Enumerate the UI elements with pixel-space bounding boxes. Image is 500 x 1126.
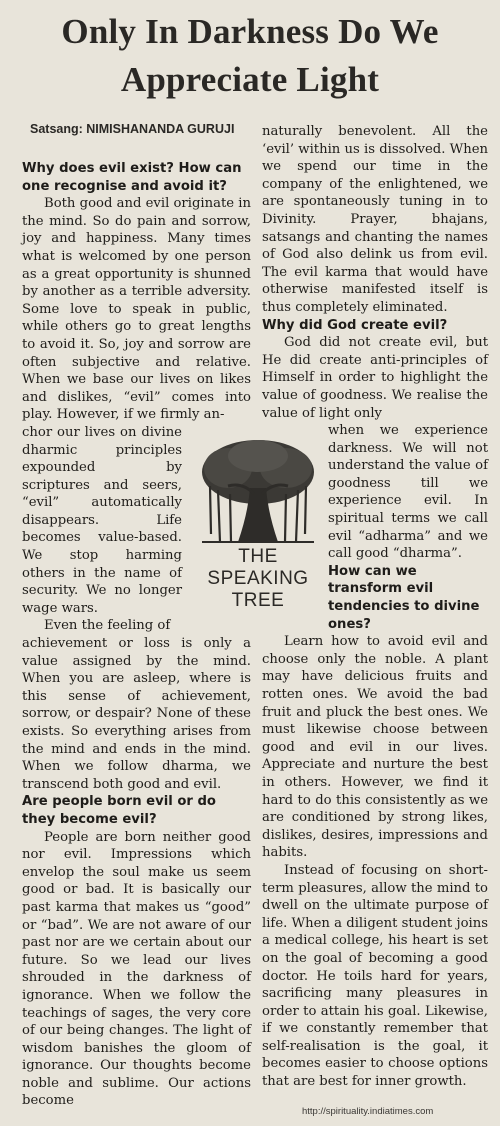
paragraph: Both good and evil originate in the mind. So do pain and sorrow, joy and happiness. Many times what is welcomed by one person as a great opportunity is shunned by another as a terrible adversity. Some love to speak in public, while others go to great lengths to avoid it. So, joy and sorrow are often subjective and relative. When we base our lives on likes and dislikes, “evil” comes into play. However, if we firmly an- [22, 196, 251, 423]
question-heading: Why does evil exist? How can one recognise and avoid it? [22, 161, 242, 194]
paragraph: Instead of focusing on short-term pleasures, allow the mind to dwell on the ultimate purpose of life. When a diligent student joins a medical college, his heart is set on the goal of becoming a good doctor. He toils hard for years, sacrificing many pleasures in order to attain his goal. Likewise, if we constantly remember that self-realisation is the goal, it becomes easier to choose options that are best for inner growth. [262, 862, 488, 1090]
logo-title-the: THE [238, 546, 278, 567]
paragraph: achievement or loss is only a value assigned by the mind. When you are asleep, where is this sense of achievement, sorrow, or despair? None of these exists. So everything arises from the mind and ends in the mind. When we follow dharma, we transcend both good and evil. [22, 636, 251, 792]
logo-title-speaking: SPEAKING [207, 568, 309, 589]
paragraph: God did not create evil, but He did create anti-principles of Himself in order to highlight the value of goodness. We realise the value of light only [262, 335, 488, 421]
byline: Satsang: NIMISHANANDA GURUJI [30, 122, 235, 136]
left-column [22, 140, 251, 1110]
banyan-tree-icon [198, 438, 318, 546]
paragraph-wrapped: chor our lives on divine dharmic principles expounded by scriptures and seers, “evil” automatically disappears. Life becomes value-based. We stop harming others in the name of security. We no longer wage wars. [22, 424, 182, 616]
paragraph: Learn how to avoid evil and choose only the noble. A plant may have delicious fruits and rotten ones. We avoid the bad fruit and pluck the best ones. We must likewise choose between good and evil in our lives. Appreciate and nurture the best in others. However, we find it hard to do this consistently as we are conditioned by strong likes, dislikes, desires, impressions and habits. [262, 634, 488, 861]
question-heading: Why did God create evil? [262, 317, 448, 333]
paragraph: naturally benevolent. All the ‘evil’ within us is dissolved. When we spend our time in the company of the enlightened, we are spontaneously tuning in to Divinity. Prayer, bhajans, satsangs and chanting the names of God also delink us from evil. The evil karma that would have otherwise manifested itself is thus completely eliminated. [262, 124, 488, 315]
source-url: http://spirituality.indiatimes.com [302, 1106, 434, 1117]
headline-line-2: Appreciate Light [120, 60, 380, 99]
question-heading: How can we transform evil tendencies to divine ones? [328, 563, 480, 632]
headline-line-1: Only In Darkness Do We [61, 12, 439, 51]
paragraph: Even the feeling of [44, 618, 171, 634]
speaking-tree-logo [198, 438, 318, 618]
paragraph: People are born neither good nor evil. Impressions which envelop the soul make us seem good or bad. It is basically our past karma that makes us “good” or “bad”. We are not aware of our past nor are we certain about our future. So we lead our lives shrouded in the darkness of ignorance. When we follow the teachings of sages, the very core of our being changes. The light of wisdom banishes the gloom of ignorance. Our thoughts become noble and sublime. Our actions become [22, 829, 251, 1109]
question-heading: Are people born evil or do they become evil? [22, 794, 216, 827]
logo-title-tree: TREE [231, 590, 285, 611]
paragraph-wrapped: when we experience darkness. We will not understand the value of goodness till we experience evil. In spiritual terms we call evil “adharma” and we call good “dharma”. [328, 423, 488, 562]
